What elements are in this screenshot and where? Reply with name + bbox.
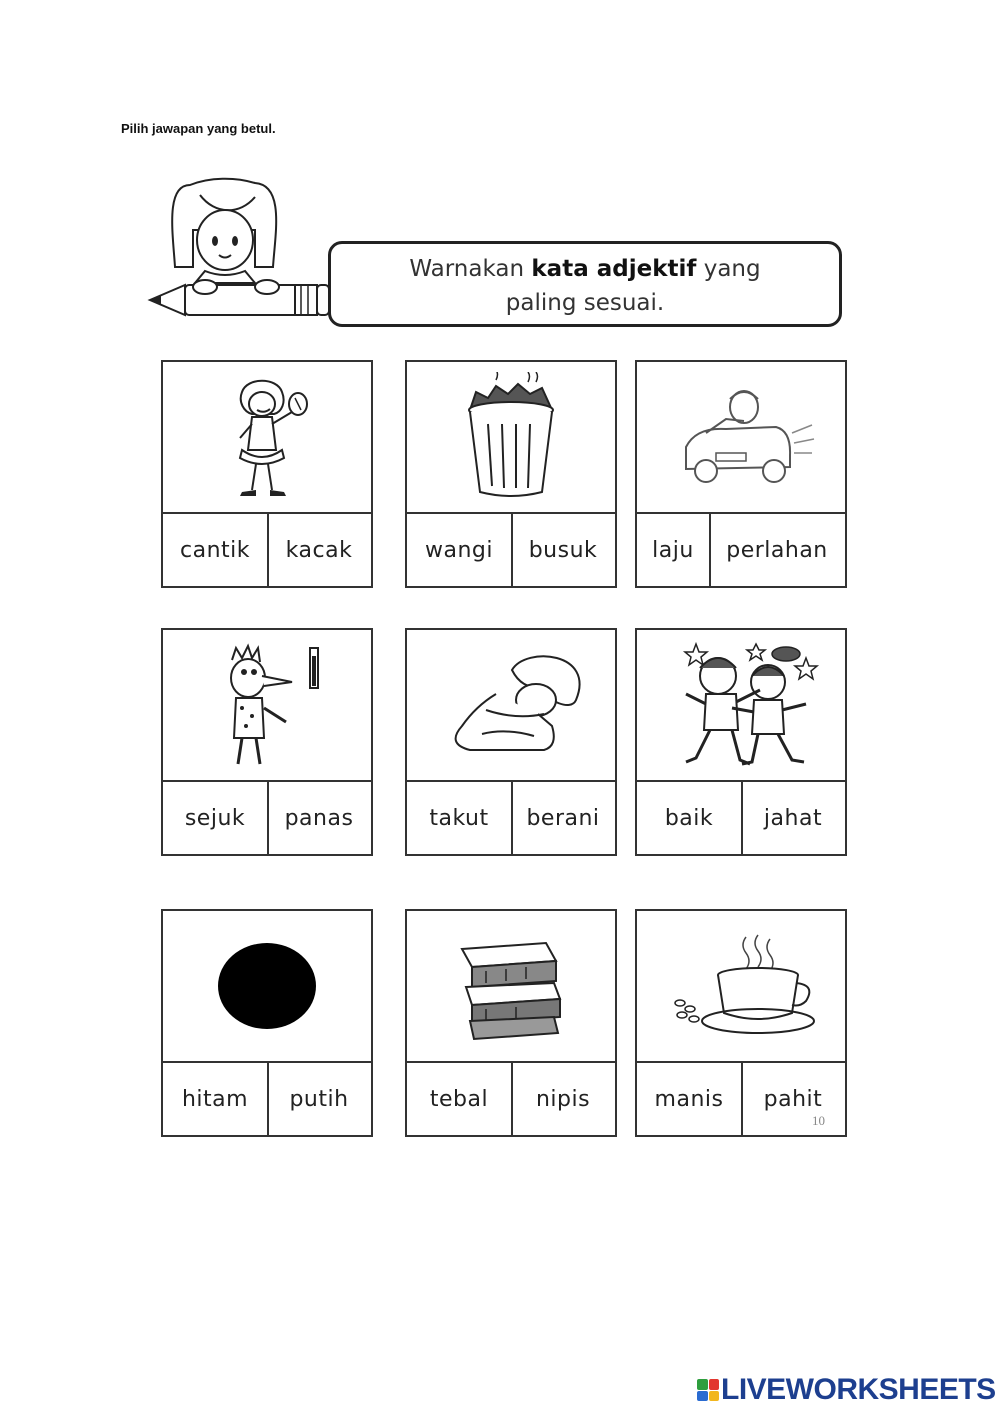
hot-man-icon <box>163 630 371 782</box>
option-hitam[interactable]: hitam <box>163 1063 269 1135</box>
banner-box <box>328 241 842 327</box>
girl-pencil-icon <box>145 175 345 330</box>
option-laju[interactable]: laju <box>637 514 711 586</box>
option-panas[interactable]: panas <box>284 805 354 831</box>
banner-line-2: paling sesuai. <box>505 290 665 316</box>
option-perlahan[interactable]: perlahan <box>726 537 828 563</box>
banner-text-post: yang <box>696 256 761 282</box>
option-putih[interactable]: putih <box>289 1086 349 1112</box>
option-nipis[interactable]: nipis <box>535 1086 591 1112</box>
option-baik[interactable]: baik <box>637 782 743 854</box>
option-berani[interactable]: berani <box>526 805 600 831</box>
coffee-cup-icon <box>637 911 845 1063</box>
option-busuk[interactable]: busuk <box>528 537 598 563</box>
book-stack-icon <box>407 911 615 1063</box>
option-manis[interactable]: manis <box>637 1063 743 1135</box>
black-circle-icon <box>163 911 371 1063</box>
brand-name: LIVEWORKSHEETS <box>721 1373 996 1406</box>
card-2 <box>405 360 617 588</box>
banner-text-bold: kata adjektif <box>531 256 697 282</box>
option-tebal[interactable]: tebal <box>407 1063 513 1135</box>
card-7 <box>161 909 373 1137</box>
card-6 <box>635 628 847 856</box>
trash-can-icon <box>407 362 615 514</box>
option-cantik[interactable]: cantik <box>163 514 269 586</box>
boy-car-icon <box>637 362 845 514</box>
option-pahit[interactable]: pahit <box>763 1086 823 1112</box>
scared-child-icon <box>407 630 615 782</box>
liveworksheets-brand <box>697 1375 996 1405</box>
card-3 <box>635 360 847 588</box>
option-takut[interactable]: takut <box>407 782 513 854</box>
option-kacak[interactable]: kacak <box>285 537 353 563</box>
card-9 <box>635 909 847 1137</box>
liveworksheets-logo-icon <box>697 1379 719 1401</box>
girl-mirror-icon <box>163 362 371 514</box>
card-5 <box>405 628 617 856</box>
banner-line-1 <box>331 252 839 286</box>
option-jahat[interactable]: jahat <box>763 805 823 831</box>
card-1 <box>161 360 373 588</box>
fighting-boys-icon <box>637 630 845 782</box>
option-wangi[interactable]: wangi <box>407 514 513 586</box>
card-4 <box>161 628 373 856</box>
card-8 <box>405 909 617 1137</box>
banner-text-pre: Warnakan <box>409 256 532 282</box>
page-number: 10 <box>812 1113 825 1128</box>
option-sejuk[interactable]: sejuk <box>163 782 269 854</box>
instruction-text: Pilih jawapan yang betul. <box>121 121 276 136</box>
